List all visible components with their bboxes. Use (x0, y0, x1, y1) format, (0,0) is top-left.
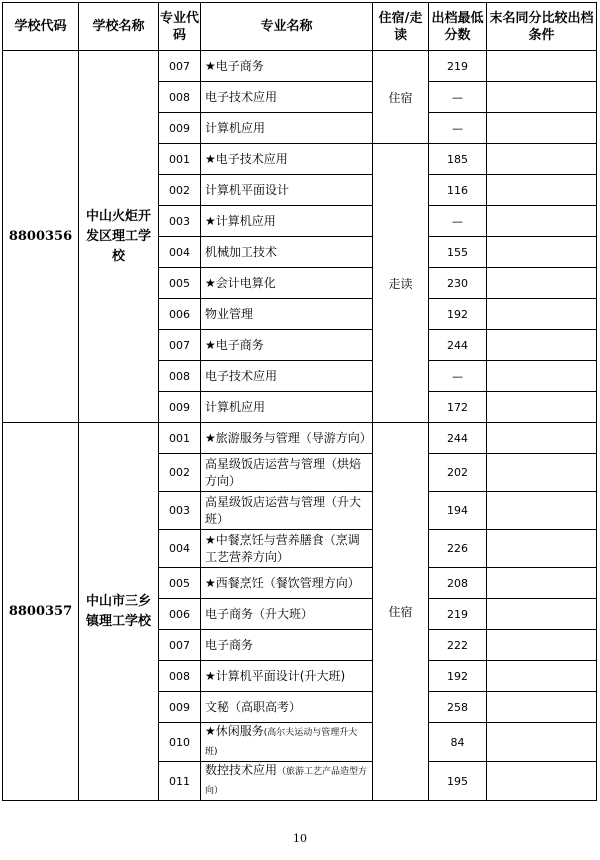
major-code: 004 (159, 530, 201, 568)
tiebreak-condition (487, 423, 597, 454)
min-score: 219 (429, 51, 487, 82)
min-score: 194 (429, 492, 487, 530)
tiebreak-condition (487, 361, 597, 392)
major-name-main: ★休闲服务 (205, 724, 264, 738)
tiebreak-condition (487, 51, 597, 82)
major-name: ★会计电算化 (201, 268, 373, 299)
major-name: 计算机平面设计 (201, 175, 373, 206)
min-score: — (429, 82, 487, 113)
major-code: 003 (159, 492, 201, 530)
major-code: 009 (159, 392, 201, 423)
major-name: 机械加工技术 (201, 237, 373, 268)
min-score: 258 (429, 692, 487, 723)
min-score: 192 (429, 299, 487, 330)
boarding-type: 住宿 (373, 51, 429, 144)
major-code: 008 (159, 361, 201, 392)
major-name: 电子技术应用 (201, 82, 373, 113)
tiebreak-condition (487, 661, 597, 692)
major-code: 007 (159, 630, 201, 661)
major-code: 007 (159, 330, 201, 361)
header-tiebreak: 末名同分比较出档条件 (487, 3, 597, 51)
tiebreak-condition (487, 82, 597, 113)
tiebreak-condition (487, 723, 597, 762)
min-score: — (429, 113, 487, 144)
major-name: 电子商务 (201, 630, 373, 661)
min-score: 244 (429, 423, 487, 454)
min-score: 195 (429, 762, 487, 801)
min-score: — (429, 361, 487, 392)
major-code: 011 (159, 762, 201, 801)
major-name-note: （旅游工艺产品造型方向） (205, 767, 368, 796)
major-name: ★计算机应用 (201, 206, 373, 237)
major-code: 010 (159, 723, 201, 762)
major-name: 计算机应用 (201, 392, 373, 423)
header-min-score: 出档最低分数 (429, 3, 487, 51)
major-name: 高星级饭店运营与管理（升大班） (201, 492, 373, 530)
major-name (201, 762, 373, 801)
tiebreak-condition (487, 568, 597, 599)
major-name-note: (高尔夫运动与管理升大班) (205, 728, 358, 757)
major-name: 计算机应用 (201, 113, 373, 144)
major-code: 002 (159, 454, 201, 492)
major-name: 文秘（高职高考） (201, 692, 373, 723)
min-score: 185 (429, 144, 487, 175)
tiebreak-condition (487, 144, 597, 175)
min-score: 155 (429, 237, 487, 268)
min-score: 84 (429, 723, 487, 762)
tiebreak-condition (487, 299, 597, 330)
major-code: 006 (159, 299, 201, 330)
major-name: 高星级饭店运营与管理（烘焙方向） (201, 454, 373, 492)
major-code: 009 (159, 692, 201, 723)
min-score: 222 (429, 630, 487, 661)
min-score: 202 (429, 454, 487, 492)
min-score: 208 (429, 568, 487, 599)
major-code: 007 (159, 51, 201, 82)
major-code: 004 (159, 237, 201, 268)
tiebreak-condition (487, 113, 597, 144)
min-score: 219 (429, 599, 487, 630)
min-score: 192 (429, 661, 487, 692)
major-code: 008 (159, 661, 201, 692)
table-row (3, 423, 597, 454)
tiebreak-condition (487, 268, 597, 299)
tiebreak-condition (487, 630, 597, 661)
tiebreak-condition (487, 206, 597, 237)
major-name (201, 723, 373, 762)
tiebreak-condition (487, 530, 597, 568)
school-code: 8800356 (3, 51, 79, 423)
tiebreak-condition (487, 237, 597, 268)
tiebreak-condition (487, 692, 597, 723)
school-code: 8800357 (3, 423, 79, 801)
boarding-type: 走读 (373, 144, 429, 423)
header-major-code: 专业代码 (159, 3, 201, 51)
major-code: 008 (159, 82, 201, 113)
tiebreak-condition (487, 330, 597, 361)
tiebreak-condition (487, 175, 597, 206)
major-code: 006 (159, 599, 201, 630)
header-major-name: 专业名称 (201, 3, 373, 51)
major-code: 005 (159, 268, 201, 299)
major-name: ★电子商务 (201, 330, 373, 361)
major-name: ★旅游服务与管理（导游方向） (201, 423, 373, 454)
major-name-main: 数控技术应用 (205, 763, 278, 777)
major-name: 物业管理 (201, 299, 373, 330)
tiebreak-condition (487, 599, 597, 630)
school-name: 中山火炬开发区理工学校 (79, 51, 159, 423)
major-code: 002 (159, 175, 201, 206)
school-name: 中山市三乡镇理工学校 (79, 423, 159, 801)
table-row (3, 51, 597, 82)
header-school-name: 学校名称 (79, 3, 159, 51)
major-code: 001 (159, 423, 201, 454)
min-score: 116 (429, 175, 487, 206)
header-boarding: 住宿/走读 (373, 3, 429, 51)
major-code: 001 (159, 144, 201, 175)
major-name: ★电子商务 (201, 51, 373, 82)
header-school-code: 学校代码 (3, 3, 79, 51)
major-name: 电子商务（升大班） (201, 599, 373, 630)
tiebreak-condition (487, 392, 597, 423)
tiebreak-condition (487, 454, 597, 492)
major-code: 009 (159, 113, 201, 144)
min-score: 230 (429, 268, 487, 299)
admission-score-table (2, 2, 597, 801)
tiebreak-condition (487, 762, 597, 801)
tiebreak-condition (487, 492, 597, 530)
major-name: ★计算机平面设计(升大班) (201, 661, 373, 692)
min-score: 244 (429, 330, 487, 361)
min-score: — (429, 206, 487, 237)
boarding-type: 住宿 (373, 423, 429, 801)
major-code: 003 (159, 206, 201, 237)
major-name: ★西餐烹饪（餐饮管理方向） (201, 568, 373, 599)
major-name: ★电子技术应用 (201, 144, 373, 175)
min-score: 226 (429, 530, 487, 568)
major-name: 电子技术应用 (201, 361, 373, 392)
table-header-row (3, 3, 597, 51)
major-name: ★中餐烹饪与营养膳食（烹调工艺营养方向） (201, 530, 373, 568)
page-number: 10 (293, 832, 307, 845)
min-score: 172 (429, 392, 487, 423)
major-code: 005 (159, 568, 201, 599)
